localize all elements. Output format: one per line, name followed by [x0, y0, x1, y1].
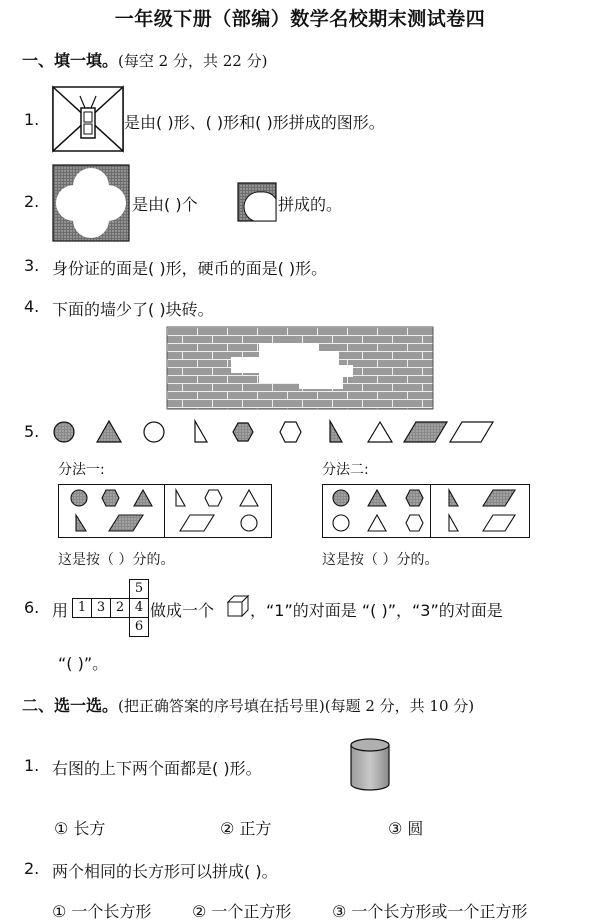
page-title: 一年级下册（部编）数学名校期末测试卷四: [114, 8, 486, 30]
method-2-shapes: [323, 485, 529, 537]
net-cell-2: 3: [91, 598, 111, 618]
cube-net: [72, 579, 148, 636]
method-1-basis-text: 这是按（ ）分的。: [58, 552, 175, 568]
method-2-basis-text: 这是按（ ）分的。: [322, 552, 439, 568]
section-2-note: (把正确答案的序号填在括号里)(每题 2 分，共 10 分): [118, 697, 475, 715]
method-1-label: 分法一:: [58, 462, 105, 478]
s2q2-option-3: ③ 一个长方形或一个正方形: [332, 902, 528, 921]
shaded-circle: [54, 422, 74, 442]
quarter-piece-figure: [237, 182, 277, 222]
brick-wall-figure: [167, 327, 433, 409]
shaded-triangle: [97, 421, 121, 442]
s2q2-option-1: ① 一个长方形: [52, 902, 152, 921]
q4-number: 4.: [24, 297, 40, 316]
net-cell-top: 5: [129, 579, 149, 599]
s2q1-option-1: ① 长方: [54, 819, 106, 838]
white-parallelogram: [450, 422, 493, 442]
method-1-box: [58, 484, 272, 538]
s2q1-text: 右图的上下两个面都是( )形。: [52, 759, 262, 778]
q5-shapes-row: [50, 418, 500, 446]
s2q2-number: 2.: [24, 859, 40, 878]
net-cell-1: 1: [72, 598, 92, 618]
white-hexagon: [280, 422, 301, 442]
section-2-title: 二、选一选。: [22, 696, 119, 715]
cube-icon: [226, 594, 250, 618]
q6-prefix: 用: [52, 601, 69, 620]
white-circle: [144, 422, 164, 442]
butterfly-figure: [52, 86, 124, 152]
section-1-heading: [22, 48, 267, 71]
q2-number: 2.: [24, 192, 40, 211]
q3-text: 身份证的面是( )形，硬币的面是( )形。: [52, 259, 328, 278]
method-2-box: [322, 484, 530, 538]
s2q1-option-3: ③ 圆: [388, 819, 424, 838]
flower-square-figure: [52, 164, 130, 242]
net-cell-bottom: 6: [129, 617, 149, 637]
q6-mid: 做成一个: [150, 601, 215, 620]
method-2-label: 分法二:: [322, 462, 369, 478]
q1-text: 是由( )形、( )形和( )形拼成的图形。: [124, 113, 385, 132]
q2-text-b: 拼成的。: [278, 195, 343, 214]
net-cell-3: 2: [110, 598, 130, 618]
white-triangle: [368, 422, 392, 442]
shaded-right-triangle: [330, 421, 342, 442]
q5-number: 5.: [24, 422, 40, 441]
s2q2-option-2: ② 一个正方形: [192, 902, 292, 921]
s2q1-option-2: ② 正方: [220, 819, 272, 838]
section-2-heading: [22, 693, 474, 716]
shaded-parallelogram: [404, 422, 447, 442]
q3-number: 3.: [24, 256, 40, 275]
section-1-note: (每空 2 分，共 22 分): [118, 52, 268, 70]
s2q1-number: 1.: [24, 756, 40, 775]
q6-tail: ，“1”的对面是 “( )”，“3”的对面是: [250, 601, 503, 620]
shaded-hexagon: [233, 423, 253, 441]
section-1-title: 一、填一填。: [22, 51, 119, 70]
method-1-shapes: [59, 485, 271, 537]
q4-text: 下面的墙少了( )块砖。: [52, 300, 214, 319]
white-right-triangle: [195, 421, 207, 442]
cylinder-figure: [349, 738, 391, 792]
net-cell-4: 4: [129, 598, 149, 618]
q2-text-a: 是由( )个: [132, 195, 198, 214]
q6-number: 6.: [24, 598, 40, 617]
q6-line2: “( )”。: [58, 654, 109, 673]
s2q2-text: 两个相同的长方形可以拼成( )。: [52, 862, 278, 881]
q1-number: 1.: [24, 110, 40, 129]
